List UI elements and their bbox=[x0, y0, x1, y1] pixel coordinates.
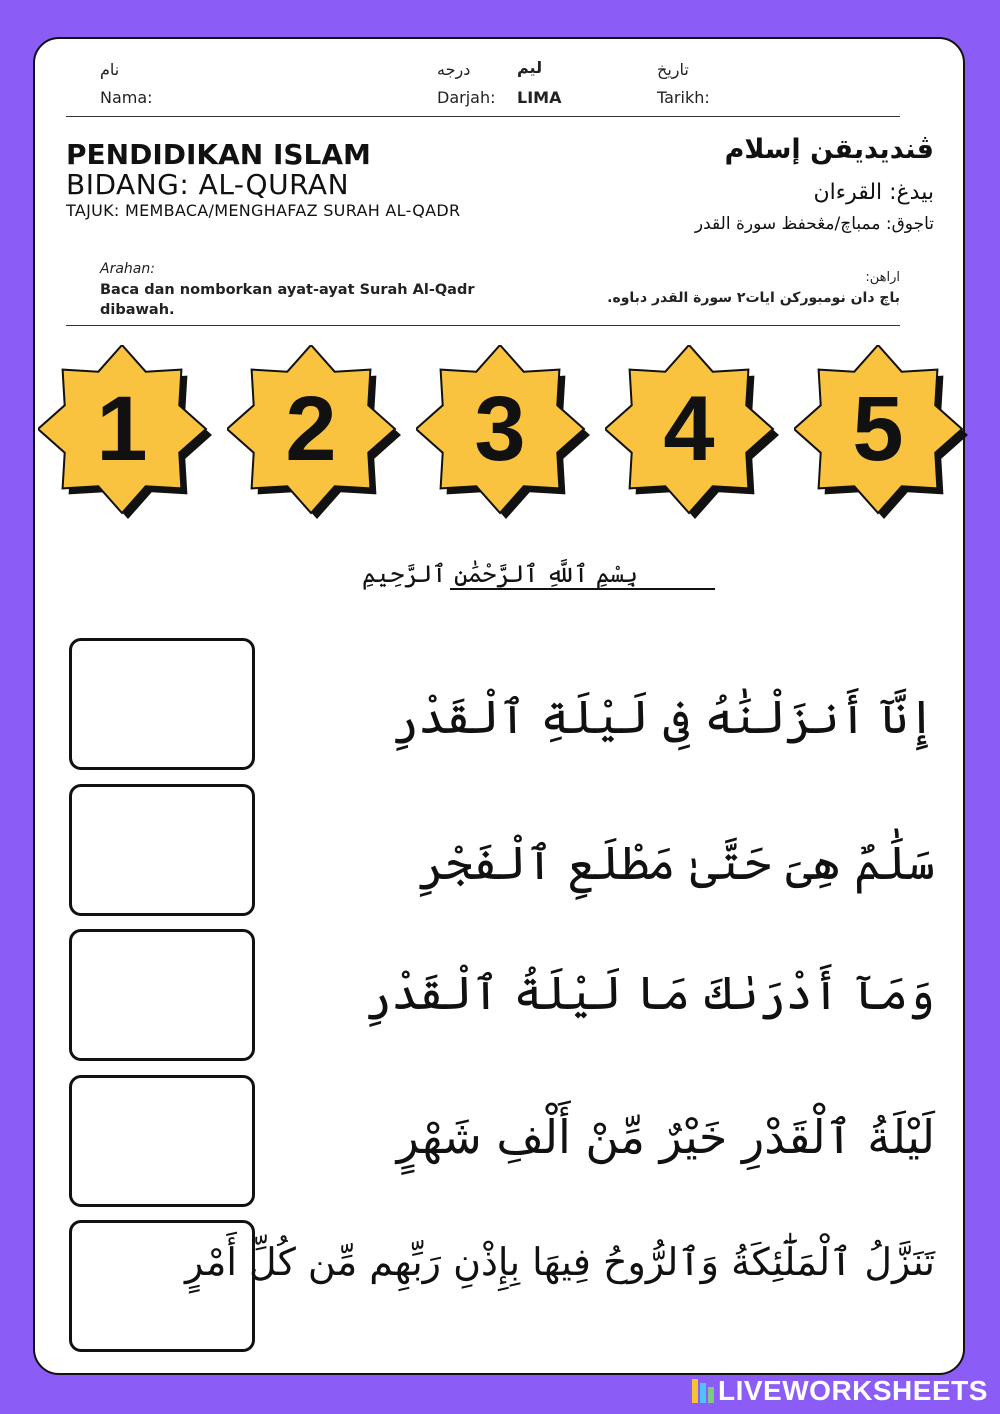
darjah-value: LIMA bbox=[517, 88, 562, 107]
darjah-value-arabic: ليم bbox=[517, 58, 543, 77]
tarikh-label: Tarikh: bbox=[657, 88, 710, 107]
instructions-divider bbox=[66, 325, 900, 326]
number-star-5[interactable] bbox=[794, 345, 970, 521]
star-number: 1 bbox=[96, 377, 148, 480]
subject-title-arabic: ڤنديديقن إسلام bbox=[724, 134, 934, 165]
arahan-label: Arahan: bbox=[100, 261, 155, 277]
nama-label: Nama: bbox=[100, 88, 153, 107]
arahan-text: Baca dan nomborkan ayat-ayat Surah Al-Qadr dibawah. bbox=[100, 282, 475, 318]
star-number: 2 bbox=[285, 377, 337, 480]
nama-label-arabic: نام bbox=[100, 60, 120, 79]
bismillah: بِسْمِ ٱللَّهِ ٱلرَّحْمَٰنِ ٱلرَّحِيمِ bbox=[361, 560, 638, 588]
subject-title: PENDIDIKAN ISLAM bbox=[66, 138, 371, 171]
star-number: 5 bbox=[852, 377, 904, 480]
bismillah-stroke bbox=[450, 588, 715, 590]
bidang-title: BIDANG: AL-QURAN bbox=[66, 168, 350, 201]
darjah-label: Darjah: bbox=[437, 88, 496, 107]
tarikh-label-arabic: تاريخ bbox=[657, 60, 689, 79]
star-number: 3 bbox=[474, 377, 526, 480]
answer-box-1[interactable] bbox=[69, 638, 255, 770]
number-star-2[interactable] bbox=[227, 345, 403, 521]
answer-box-4[interactable] bbox=[69, 1075, 255, 1207]
arahan-text-arabic: باچ دان نومبوركن ايات٢ سورة القدر دباوه. bbox=[607, 290, 900, 306]
tajuk-title-arabic: تاجوق: ممباچ/مڠحفظ سورة القدر bbox=[694, 214, 934, 234]
verse-4: لَيْلَةُ ٱلْقَدْرِ خَيْرٌ مِّنْ أَلْفِ شَهْرٍ bbox=[396, 1110, 935, 1164]
number-star-1[interactable] bbox=[38, 345, 214, 521]
brand-name: LIVEWORKSHEETS bbox=[718, 1375, 988, 1406]
arahan-label-arabic: اراهن: bbox=[865, 270, 900, 285]
header-divider bbox=[66, 116, 900, 117]
star-number: 4 bbox=[663, 377, 715, 480]
answer-box-3[interactable] bbox=[69, 929, 255, 1061]
tajuk-title: TAJUK: MEMBACA/MENGHAFAZ SURAH AL-QADR bbox=[66, 201, 461, 220]
verse-3: وَمَآ أَدْرَىٰكَ مَا لَيْلَةُ ٱلْقَدْرِ bbox=[364, 966, 935, 1020]
number-star-4[interactable] bbox=[605, 345, 781, 521]
verse-5: تَنَزَّلُ ٱلْمَلَٰٓئِكَةُ وَٱلرُّوحُ فِيهَا بِإِذْنِ رَبِّهِم مِّن كُلِّ أَمْرٍ bbox=[185, 1240, 935, 1284]
liveworksheets-logo[interactable] bbox=[692, 1376, 988, 1406]
liveworksheets-logo-icon bbox=[692, 1379, 714, 1403]
verse-2: سَلَٰمٌ هِىَ حَتَّىٰ مَطْلَعِ ٱلْفَجْرِ bbox=[418, 836, 935, 890]
answer-box-2[interactable] bbox=[69, 784, 255, 916]
darjah-label-arabic: درجه bbox=[437, 60, 471, 79]
bidang-title-arabic: بيدغ: القرءان bbox=[813, 180, 934, 205]
number-star-3[interactable] bbox=[416, 345, 592, 521]
verse-1: إِنَّآ أَنزَلْنَٰهُ فِى لَيْلَةِ ٱلْقَدْرِ bbox=[391, 690, 935, 744]
